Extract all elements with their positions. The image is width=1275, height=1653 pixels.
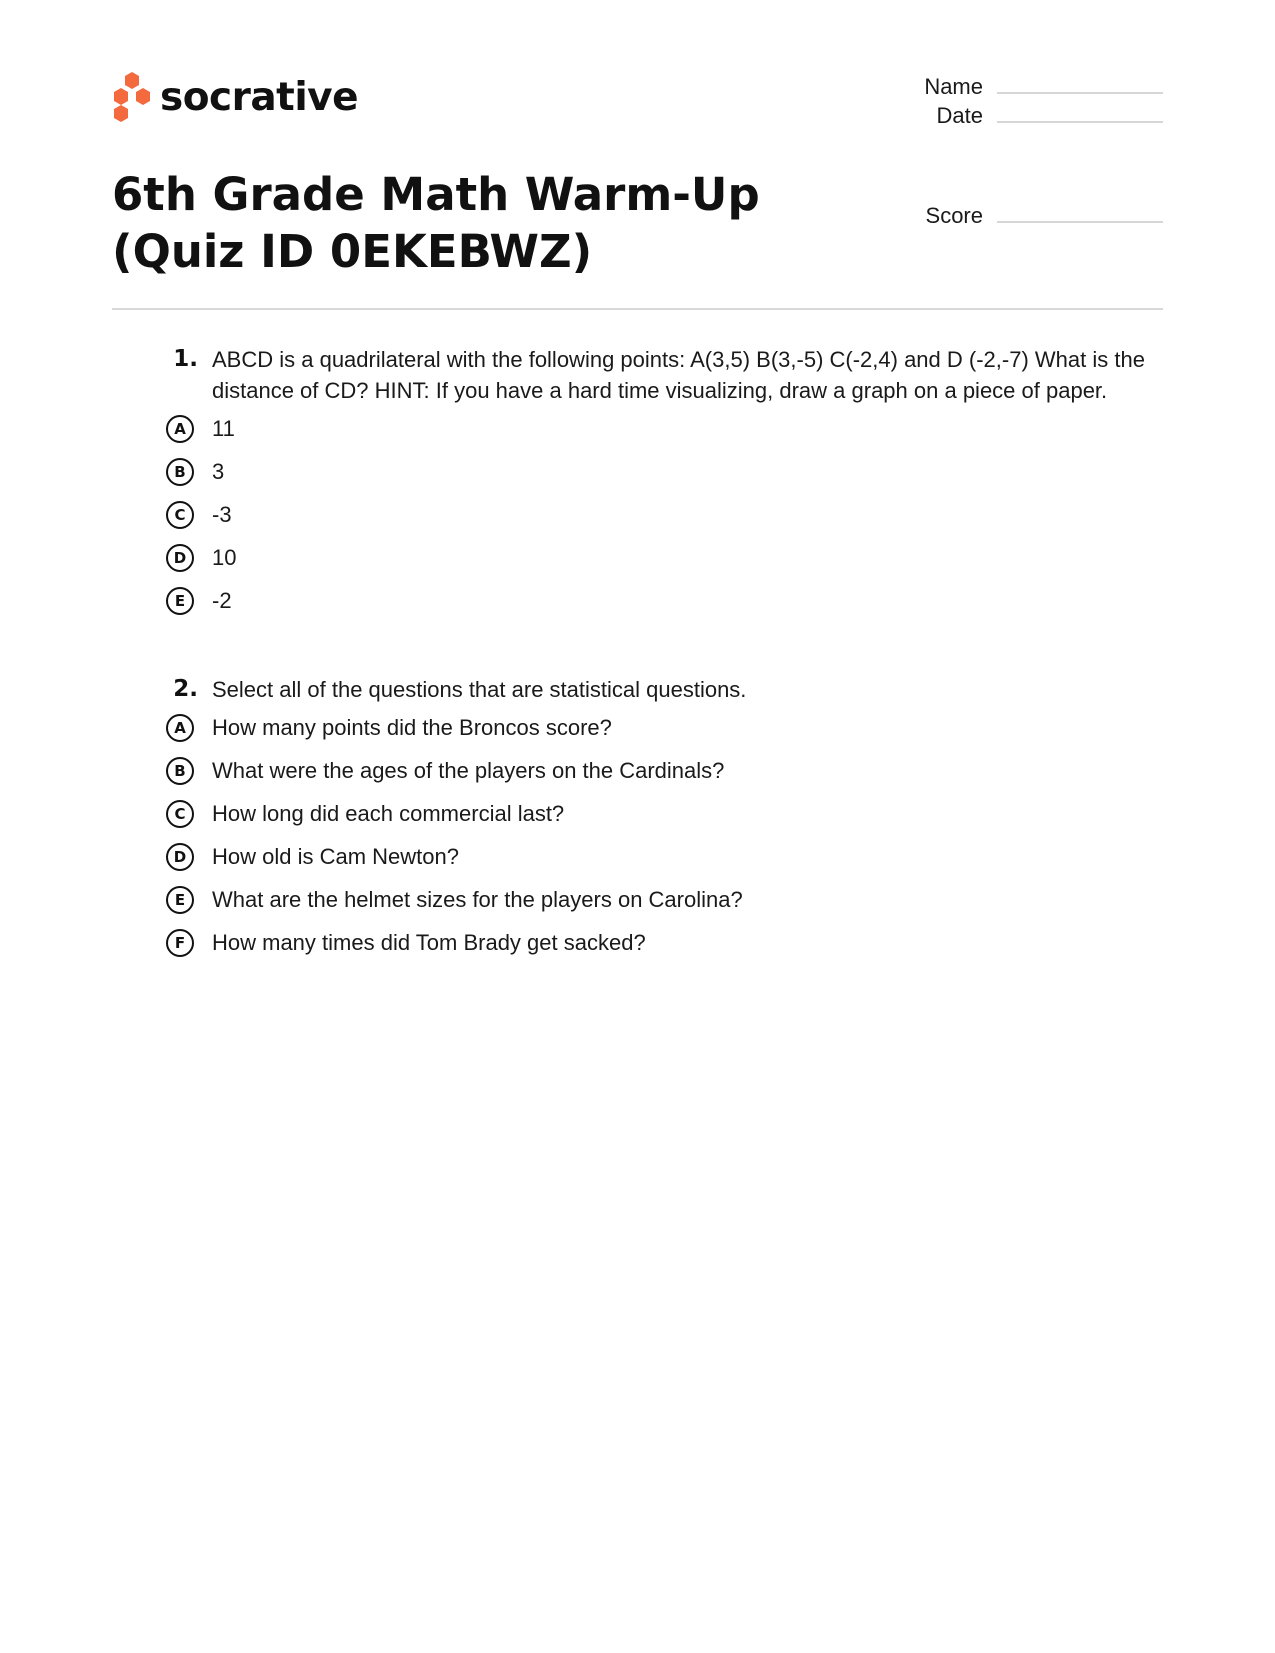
date-label: Date (936, 103, 983, 128)
choice-a[interactable] (160, 711, 1160, 745)
choice-e[interactable] (160, 584, 1160, 618)
score-field[interactable] (903, 203, 1163, 229)
choice-d[interactable] (160, 541, 1160, 575)
choice-b[interactable] (160, 455, 1160, 489)
score-label: Score (925, 203, 983, 228)
choice-letter-badge[interactable]: C (166, 501, 194, 529)
choice-letter-badge[interactable]: F (166, 929, 194, 957)
score-line[interactable] (997, 221, 1163, 223)
question-text: ABCD is a quadrilateral with the following points: A(3,5) B(3,-5) C(-2,4) and D (-2,-7) What is the distance of CD? HINT: If you have a hard time visualizing, draw a graph on a piece of paper. (212, 347, 1145, 403)
choice-text: What are the helmet sizes for the players on Carolina? (212, 887, 743, 912)
choice-letter-badge[interactable]: E (166, 886, 194, 914)
choice-b[interactable] (160, 754, 1160, 788)
question-1 (160, 344, 1160, 627)
question-number: 2. (173, 676, 198, 702)
question-text: Select all of the questions that are statistical questions. (212, 677, 747, 702)
question-number: 1. (173, 346, 198, 372)
choice-text: How many times did Tom Brady get sacked? (212, 930, 646, 955)
choice-letter-badge[interactable]: E (166, 587, 194, 615)
choice-letter-badge[interactable]: B (166, 458, 194, 486)
choice-text: 11 (212, 416, 235, 441)
hexagon-cluster-icon (112, 72, 152, 122)
choice-text: 3 (212, 459, 225, 484)
choice-letter-badge[interactable]: C (166, 800, 194, 828)
socrative-logo (112, 72, 358, 122)
choice-letter-badge[interactable]: B (166, 757, 194, 785)
question-2 (160, 674, 1160, 969)
choice-letter-badge[interactable]: D (166, 544, 194, 572)
date-field[interactable] (903, 103, 1163, 129)
choice-d[interactable] (160, 840, 1160, 874)
choice-letter-badge[interactable]: A (166, 714, 194, 742)
choice-a[interactable] (160, 412, 1160, 446)
choice-text: -2 (212, 588, 232, 613)
choice-letter-badge[interactable]: A (166, 415, 194, 443)
name-label: Name (924, 74, 983, 99)
name-line[interactable] (997, 92, 1163, 94)
choice-text: 10 (212, 545, 237, 570)
choice-list (160, 412, 1160, 618)
name-field[interactable] (903, 74, 1163, 100)
choice-text: How old is Cam Newton? (212, 844, 459, 869)
header-divider (112, 308, 1163, 310)
choice-text: How long did each commercial last? (212, 801, 565, 826)
choice-text: -3 (212, 502, 232, 527)
page-title: 6th Grade Math Warm-Up (Quiz ID 0EKEBWZ) (112, 168, 760, 278)
choice-list (160, 711, 1160, 960)
choice-e[interactable] (160, 883, 1160, 917)
date-line[interactable] (997, 121, 1163, 123)
choice-c[interactable] (160, 498, 1160, 532)
choice-text: How many points did the Broncos score? (212, 715, 612, 740)
choice-letter-badge[interactable]: D (166, 843, 194, 871)
logo-wordmark: socrative (160, 74, 359, 120)
choice-f[interactable] (160, 926, 1160, 960)
choice-c[interactable] (160, 797, 1160, 831)
choice-text: What were the ages of the players on the Cardinals? (212, 758, 725, 783)
